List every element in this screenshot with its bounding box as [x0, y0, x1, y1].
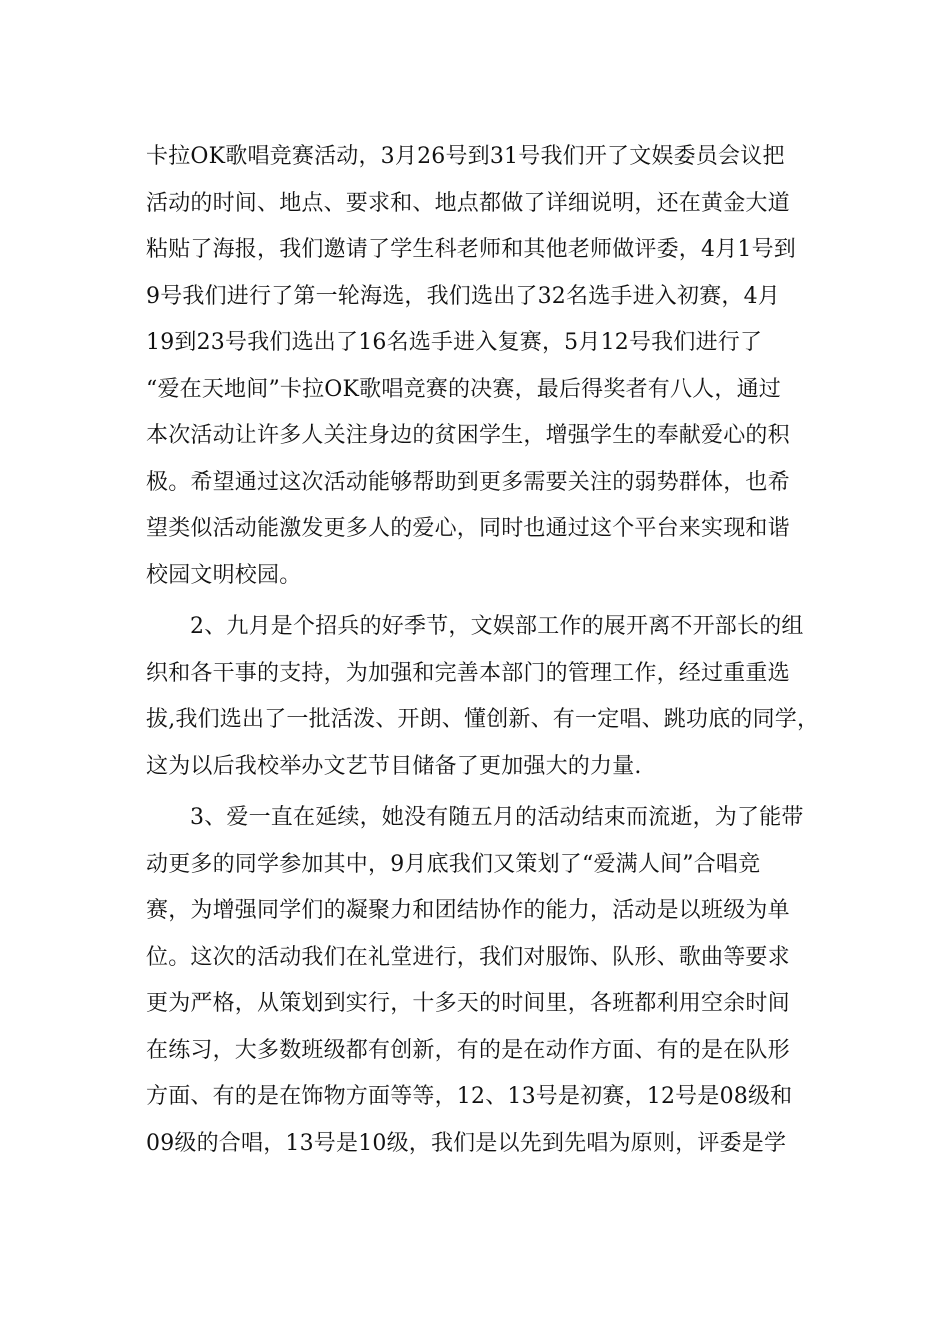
text-line: “爱在天地间”卡拉OK歌唱竞赛的决赛，最后得奖者有八人，通过: [146, 376, 781, 402]
document-body: [146, 134, 820, 1167]
text-line: 织和各干事的支持，为加强和完善本部门的管理工作，经过重重选: [146, 660, 790, 686]
text-line: 19到23号我们选出了16名选手进入复赛，5月12号我们进行了: [146, 330, 763, 355]
text-line: 9号我们进行了第一轮海选，我们选出了32名选手进入初赛，4月: [146, 283, 780, 309]
text-line: 极。希望通过这次活动能够帮助到更多需要关注的弱势群体，也希: [146, 469, 790, 495]
text-line: 卡拉OK歌唱竞赛活动，3月26号到31号我们开了文娱委员会议把: [146, 144, 785, 169]
text-line: 3、爱一直在延续，她没有随五月的活动结束而流逝，为了能带: [190, 805, 804, 830]
paragraph-3: [146, 795, 806, 1167]
text-line: 2、九月是个招兵的好季节，文娱部工作的展开离不开部长的组: [190, 614, 804, 639]
text-line: 更为严格，从策划到实行，十多天的时间里，各班都利用空余时间: [146, 991, 790, 1016]
text-line: 本次活动让许多人关注身边的贫困学生，增强学生的奉献爱心的积: [146, 423, 790, 448]
text-line: 拔,我们选出了一批活泼、开朗、懂创新、有一定唱、跳功底的同学，: [146, 707, 820, 732]
text-line: 位。这次的活动我们在礼堂进行，我们对服饰、队形、歌曲等要求: [146, 944, 790, 970]
text-line: 在练习，大多数班级都有创新，有的是在动作方面、有的是在队形: [146, 1037, 790, 1063]
text-line: 09级的合唱，13号是10级，我们是以先到先唱为原则，评委是学: [146, 1130, 787, 1156]
text-line: 这为以后我校举办文艺节目储备了更加强大的力量.: [146, 753, 642, 779]
text-line: 校园文明校园。: [146, 562, 302, 588]
paragraph-1: [146, 134, 806, 599]
text-line: 粘贴了海报，我们邀请了学生科老师和其他老师做评委，4月1号到: [146, 237, 796, 262]
text-line: 活动的时间、地点、要求和、地点都做了详细说明，还在黄金大道: [146, 190, 790, 216]
text-line: 方面、有的是在饰物方面等等，12、13号是初赛，12号是08级和: [146, 1084, 793, 1109]
text-line: 动更多的同学参加其中，9月底我们又策划了“爱满人间”合唱竞: [146, 851, 761, 877]
text-line: 望类似活动能激发更多人的爱心，同时也通过这个平台来实现和谐: [146, 516, 790, 541]
text-line: 赛，为增强同学们的凝聚力和团结协作的能力，活动是以班级为单: [146, 898, 790, 923]
paragraph-2: [146, 604, 820, 790]
